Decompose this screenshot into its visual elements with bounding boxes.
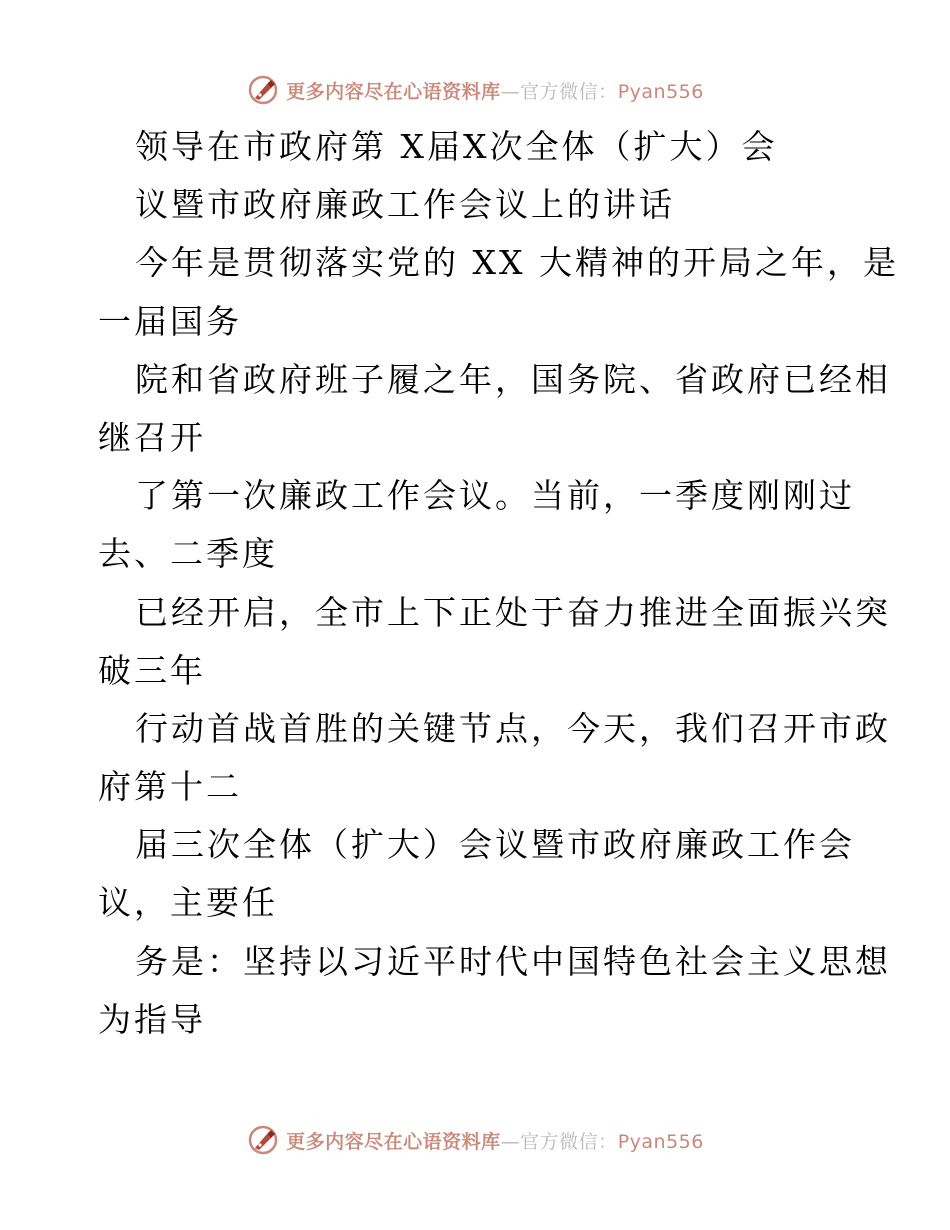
paragraph-line: 已经开启，全市上下正处于奋力推进全面振兴突 — [135, 592, 891, 632]
watermark-separator: —官方微信： — [500, 80, 618, 103]
document-body — [98, 118, 899, 1049]
paragraph-line: 一届国务 — [98, 301, 242, 341]
paragraph-line: 务是：坚持以习近平时代中国特色社会主义思想 — [135, 941, 891, 981]
title-line-2: 议暨市政府廉政工作会议上的讲话 — [135, 185, 675, 225]
pen-nib-logo-icon — [246, 1123, 280, 1157]
watermark-site-name: 更多内容尽在心语资料库 — [286, 80, 501, 103]
title-line-1: 领导在市政府第 X届X次全体（扩大）会 — [135, 127, 778, 166]
paragraph-line: 了第一次廉政工作会议。当前，一季度刚刚过 — [135, 476, 855, 516]
paragraph-line: 院和省政府班子履之年，国务院、省政府已经相 — [135, 359, 891, 399]
paragraph-line: 议，主要任 — [98, 883, 278, 923]
paragraph-line: 行动首战首胜的关键节点，今天，我们召开市政 — [135, 708, 891, 748]
paragraph-line: 今年是贯彻落实党的 XX 大精神的开局之年，是 — [135, 243, 899, 283]
paragraph-line: 破三年 — [98, 650, 206, 690]
watermark-account: Pyan556 — [617, 1130, 704, 1153]
watermark-site-name: 更多内容尽在心语资料库 — [286, 1130, 501, 1153]
watermark-footer — [0, 1120, 950, 1160]
paragraph-line: 府第十二 — [98, 767, 242, 807]
paragraph-line: 去、二季度 — [98, 534, 278, 574]
pen-nib-logo-icon — [246, 73, 280, 107]
paragraph-line: 为指导 — [98, 999, 206, 1039]
watermark-separator: —官方微信： — [500, 1130, 618, 1153]
watermark-account: Pyan556 — [617, 80, 704, 103]
paragraph-line: 继召开 — [98, 417, 206, 457]
watermark-header — [0, 70, 950, 110]
paragraph-line: 届三次全体（扩大）会议暨市政府廉政工作会 — [135, 825, 855, 865]
